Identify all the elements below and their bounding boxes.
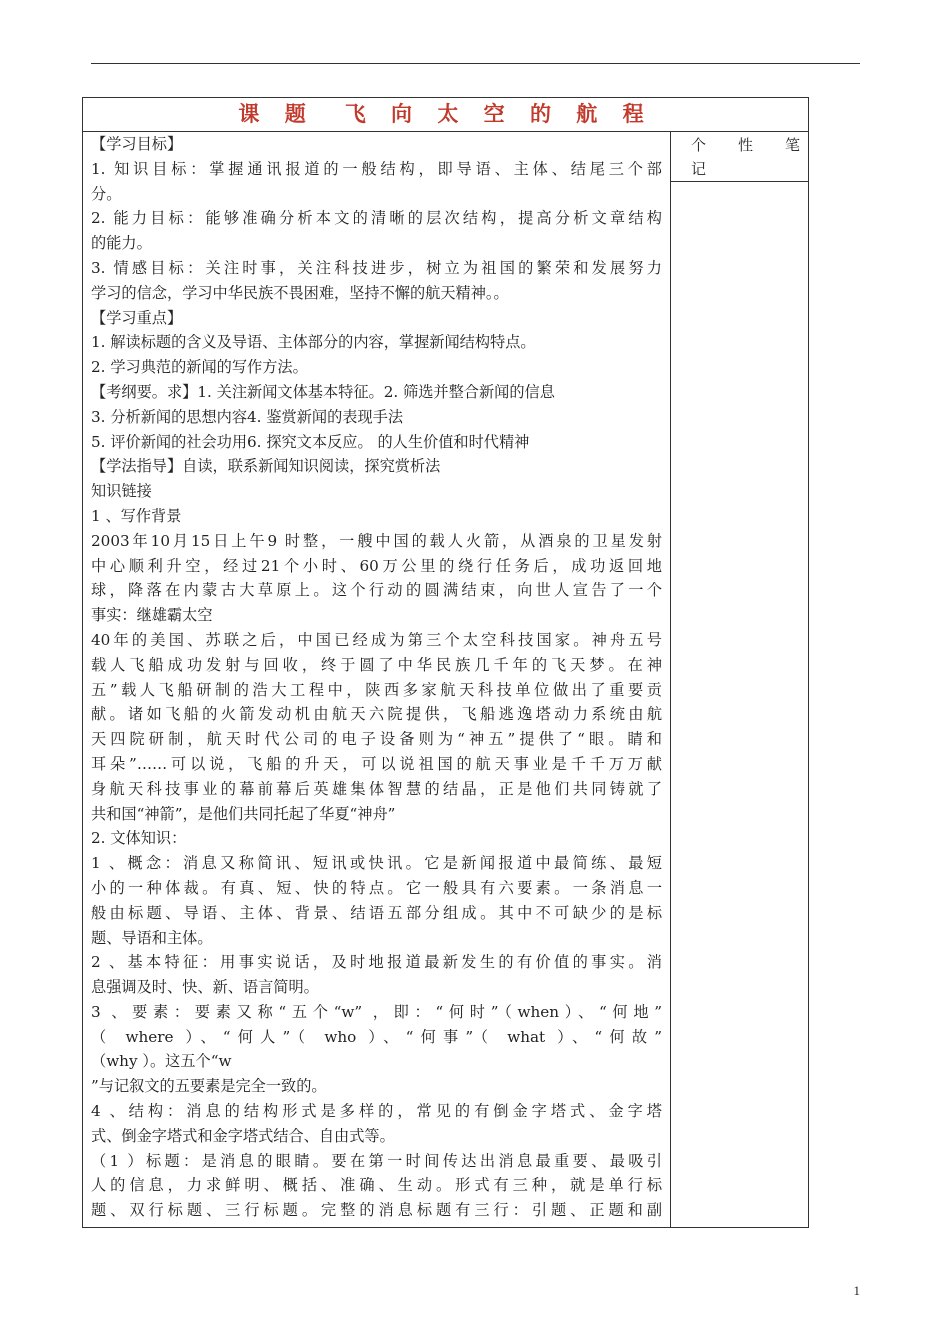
header-rule — [91, 63, 860, 64]
page-number: 1 — [853, 1283, 860, 1298]
text-line: 式、倒金字塔式和金字塔式结合、自由式等。 — [91, 1126, 395, 1145]
text-line: 3. 情感目标：关注时事，关注科技进步，树立为祖国的繁荣和发展努力 — [91, 258, 662, 277]
text-line: 中心顺利升空，经过21个小时、60万公里的绕行任务后，成功返回地 — [91, 556, 662, 575]
text-line: 共和国“神箭”，是他们共同托起了华夏“神舟” — [91, 804, 396, 823]
text-line: （1 ）标题：是消息的眼睛。要在第一时间传达出消息最重要、最吸引 — [91, 1151, 662, 1170]
text-line: 【考纲要。求】1. 关注新闻文体基本特征。2. 筛选并整合新闻的信息 — [91, 382, 555, 401]
text-line: 4 、结构：消息的结构形式是多样的，常见的有倒金字塔式、金字塔 — [91, 1102, 662, 1121]
text-line: 天四院研制，航天时代公司的电子设备则为“神五”提供了“眼。睛和 — [91, 730, 662, 749]
text-line: 1 、概念：消息又称简讯、短讯或快讯。它是新闻报道中最简练、最短 — [91, 854, 662, 873]
text-line: 载人飞船成功发射与回收，终于圆了中华民族几千年的飞天梦。在神 — [91, 655, 662, 674]
text-line: 2003年10月15日上午9 时整，一艘中国的载人火箭，从酒泉的卫星发射 — [91, 531, 662, 550]
text-line: 的能力。 — [91, 234, 152, 253]
text-line: 五”载人飞船研制的浩大工程中，陕西多家航天科技单位做出了重要贡 — [91, 680, 662, 699]
text-line: 1. 解读标题的含义及导语、主体部分的内容，掌握新闻结构特点。 — [91, 333, 536, 352]
notes-header — [671, 132, 808, 182]
text-line: 小的一种体裁。有真、短、快的特点。它一般具有六要素。一条消息一 — [91, 878, 662, 897]
text-line: 献。诸如飞船的火箭发动机由航天六院提供，飞船逃逸塔动力系统由航 — [91, 705, 662, 724]
text-line: 2. 学习典范的新闻的写作方法。 — [91, 358, 308, 377]
text-line: 1. 知识目标：掌握通讯报道的一般结构，即导语、主体、结尾三个部 — [91, 159, 662, 178]
content-lines — [83, 132, 670, 1223]
text-line: 【学习重点】 — [91, 308, 183, 327]
text-line: 般由标题、导语、主体、背景、结语五部分组成。其中不可缺少的是标 — [91, 903, 662, 922]
notes-header-line1 — [691, 133, 800, 157]
text-line: 身航天科技事业的幕前幕后英雄集体智慧的结晶，正是他们共同铸就了 — [91, 779, 662, 798]
notes-column — [671, 132, 808, 1227]
notes-header-char: 个 — [691, 136, 707, 154]
notes-header-char: 性 — [737, 136, 753, 154]
main-content-cell — [83, 132, 671, 1227]
text-line: 人的信息，力求鲜明、概括、准确、生动。形式有三种，就是单行标 — [91, 1176, 662, 1195]
text-line: （why ）。这五个“w — [91, 1052, 232, 1071]
text-line: 息强调及时、快、新、语言简明。 — [91, 978, 319, 997]
text-line: 知识链接 — [91, 482, 152, 501]
text-line: 3 、要素：要素又称“五个“w” ，即：“何时”（when）、“何地” — [91, 1002, 662, 1021]
worksheet-table — [82, 97, 809, 1228]
text-line: 学习的信念，学习中华民族不畏困难，坚持不懈的航天精神。。 — [91, 283, 509, 302]
page-title: 课 题 飞 向 太 空 的 航 程 — [83, 98, 808, 132]
text-line: 球，降落在内蒙古大草原上。这个行动的圆满结束，向世人宣告了一个 — [91, 581, 662, 600]
text-line: 耳朵”……可以说，飞船的升天，可以说祖国的航天事业是千千万万献 — [91, 754, 662, 773]
text-line: 分。 — [91, 184, 122, 203]
text-line: 1 、写作背景 — [91, 506, 182, 525]
notes-header-char: 笔 — [784, 136, 800, 154]
notes-header-line2: 记 — [691, 160, 707, 178]
text-line: 2 、基本特征：用事实说话，及时地报道最新发生的有价值的事实。消 — [91, 953, 662, 972]
text-line: 5. 评价新闻的社会功用6. 探究文本反应。 的人生价值和时代精神 — [91, 432, 530, 451]
text-line: 题、导语和主体。 — [91, 928, 213, 947]
text-line: 【学法指导】自读，联系新闻知识阅读，探究赏析法 — [91, 457, 441, 476]
text-line: 2. 能力目标：能够准确分析本文的清晰的层次结构，提高分析文章结构 — [91, 209, 662, 228]
text-line: 事实：继雄霸太空 — [91, 606, 213, 625]
text-line: 题、双行标题、三行标题。完整的消息标题有三行：引题、正题和副 — [91, 1201, 662, 1220]
text-line: 3. 分析新闻的思想内容4. 鉴赏新闻的表现手法 — [91, 407, 404, 426]
text-line: ”与记叙文的五要素是完全一致的。 — [91, 1077, 327, 1096]
text-line: 40年的美国、苏联之后，中国已经成为第三个太空科技国家。神舟五号 — [91, 630, 662, 649]
text-line: 【学习目标】 — [91, 135, 183, 153]
text-line: 2. 文体知识： — [91, 829, 187, 848]
text-line: （ where ）、“何人”（ who ）、“何事”（ what ）、“何故” — [91, 1027, 662, 1046]
